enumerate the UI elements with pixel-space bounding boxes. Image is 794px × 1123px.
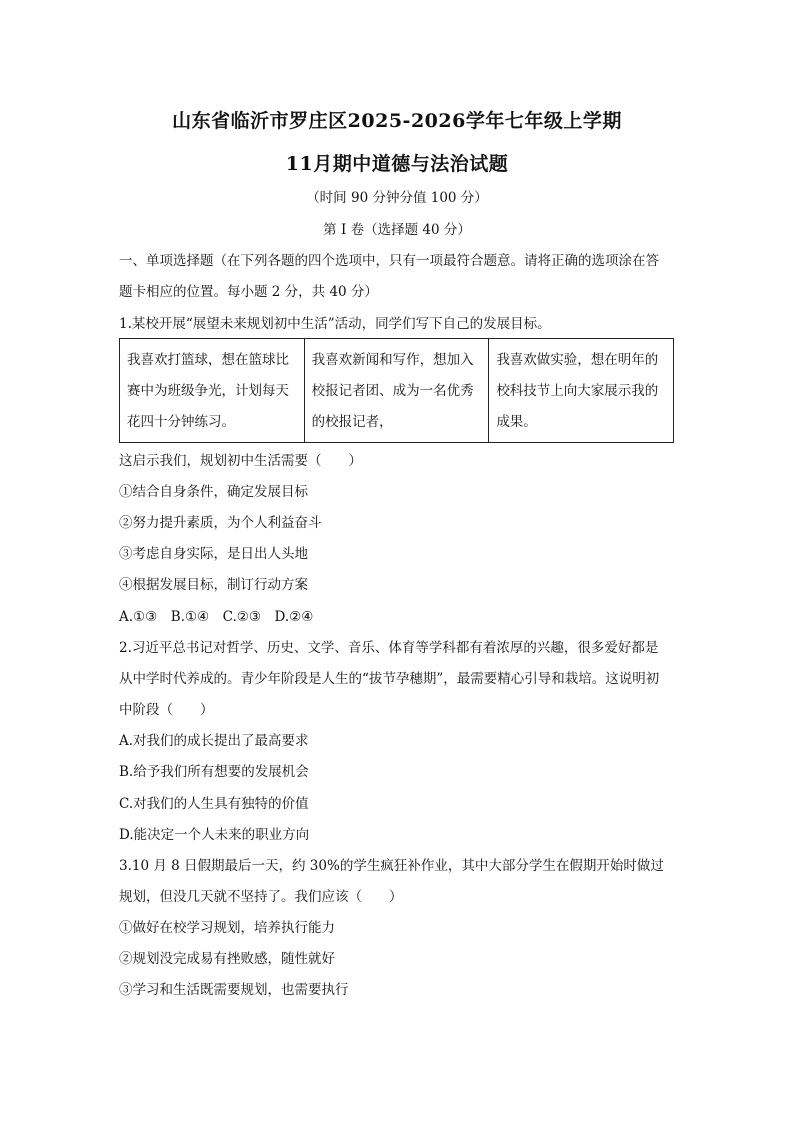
question-1-goals-table: [119, 338, 674, 443]
question-1-statement-3: ③考虑自身实际，是日出人头地: [119, 546, 308, 562]
section-instruction-line1: 一、单项选择题（在下列各题的四个选项中，只有一项最符合题意。请将正确的选项涂在答: [119, 253, 659, 269]
question-1-prompt: 这启示我们，规划初中生活需要（ ）: [119, 453, 362, 469]
cell-line: 赛中为班级争光，计划每天: [127, 383, 289, 399]
question-1-options: A.①③ B.①④ C.②③ D.②④: [119, 609, 314, 625]
question-3-statement-1: ①做好在校学习规划，培养执行能力: [119, 920, 335, 936]
question-2-stem-line3: 中阶段（ ）: [119, 702, 214, 718]
question-1-statement-2: ②努力提升素质，为个人利益奋斗: [119, 515, 322, 531]
question-2-option-b: B.给予我们所有想要的发展机会: [119, 764, 309, 780]
question-2-option-a: A.对我们的成长提出了最高要求: [119, 733, 309, 749]
question-1-stem: 1.某校开展“展望未来规划初中生活”活动，同学们写下自己的发展目标。: [119, 316, 551, 332]
cell-line: 的校报记者，: [311, 414, 393, 430]
cell-line: 花四十分钟练习。: [127, 414, 235, 430]
section-instruction-line2: 题卡相应的位置。每小题 2 分，共 40 分）: [119, 284, 378, 300]
volume-heading: 第 I 卷（选择题 40 分）: [323, 222, 471, 238]
goal-cell-reporter: [304, 339, 489, 443]
goal-cell-experiment: [489, 339, 674, 443]
table-row: [120, 339, 674, 443]
question-2-stem-line2: 从中学时代养成的。青少年阶段是人生的“拔节孕穗期”，最需要精心引导和栽培。这说明初: [119, 671, 660, 687]
cell-line: 校报记者团、成为一名优秀: [311, 383, 474, 399]
question-2-stem-line1: 2.习近平总书记对哲学、历史、文学、音乐、体育等学科都有着浓厚的兴趣，很多爱好都是: [119, 640, 659, 656]
question-1-statement-1: ①结合自身条件，确定发展目标: [119, 484, 308, 500]
cell-line: 成果。: [496, 414, 537, 430]
question-3-stem-line1: 3.10 月 8 日假期最后一天，约 30%的学生疯狂补作业，其中大部分学生在假期开始时做过: [119, 858, 664, 874]
question-3-statement-3: ③学习和生活既需要规划，也需要执行: [119, 982, 349, 998]
question-1-statement-4: ④根据发展目标，制订行动方案: [119, 577, 308, 593]
exam-time-info: （时间 90 分钟分值 100 分）: [306, 190, 488, 206]
question-3-stem-line2: 规划，但没几天就不坚持了。我们应该（ ）: [119, 889, 403, 905]
question-3-statement-2: ②规划没完成易有挫败感，随性就好: [119, 951, 335, 967]
goal-cell-basketball: [120, 339, 305, 443]
cell-line: 我喜欢新闻和写作，想加入: [311, 352, 474, 368]
exam-title-line2: 11月期中道德与法治试题: [285, 153, 509, 175]
exam-title-line1: 山东省临沂市罗庄区2025-2026学年七年级上学期: [172, 110, 622, 132]
question-2-option-c: C.对我们的人生具有独特的价值: [119, 796, 309, 812]
cell-line: 校科技节上向大家展示我的: [496, 383, 659, 399]
cell-line: 我喜欢打篮球，想在篮球比: [127, 352, 289, 368]
cell-line: 我喜欢做实验，想在明年的: [496, 352, 659, 368]
question-2-option-d: D.能决定一个人未来的职业方向: [119, 827, 310, 843]
